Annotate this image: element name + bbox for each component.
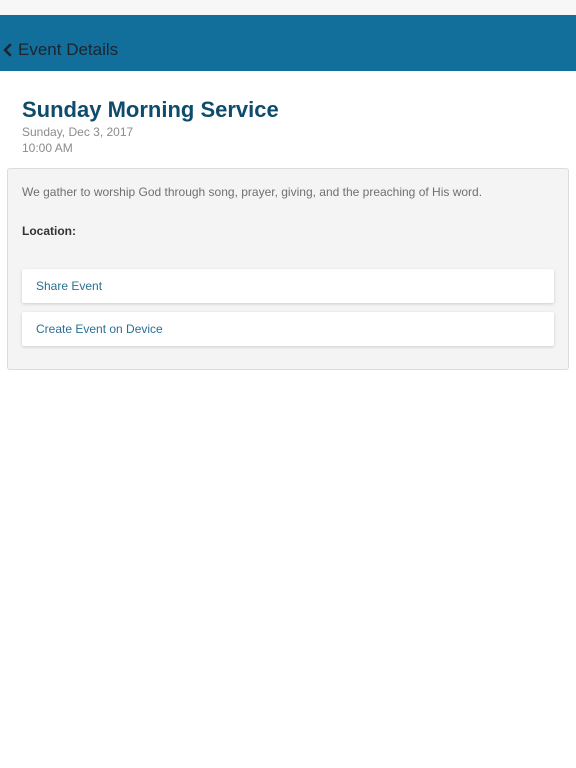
chevron-left-icon — [2, 43, 12, 57]
event-description: We gather to worship God through song, prayer, giving, and the preaching of His word. — [22, 185, 483, 199]
nav-title: Event Details — [18, 40, 119, 59]
location-label: Location: — [22, 224, 76, 238]
event-time: 10:00 AM — [22, 141, 73, 155]
event-date: Sunday, Dec 3, 2017 — [22, 125, 134, 139]
create-event-on-device-button[interactable]: Create Event on Device — [22, 312, 554, 346]
event-header — [22, 96, 562, 156]
status-bar — [0, 0, 576, 15]
navigation-bar — [0, 15, 576, 71]
event-details-card — [7, 168, 569, 370]
back-button[interactable] — [0, 40, 118, 60]
share-event-button[interactable]: Share Event — [22, 269, 554, 303]
event-title: Sunday Morning Service — [22, 97, 279, 122]
